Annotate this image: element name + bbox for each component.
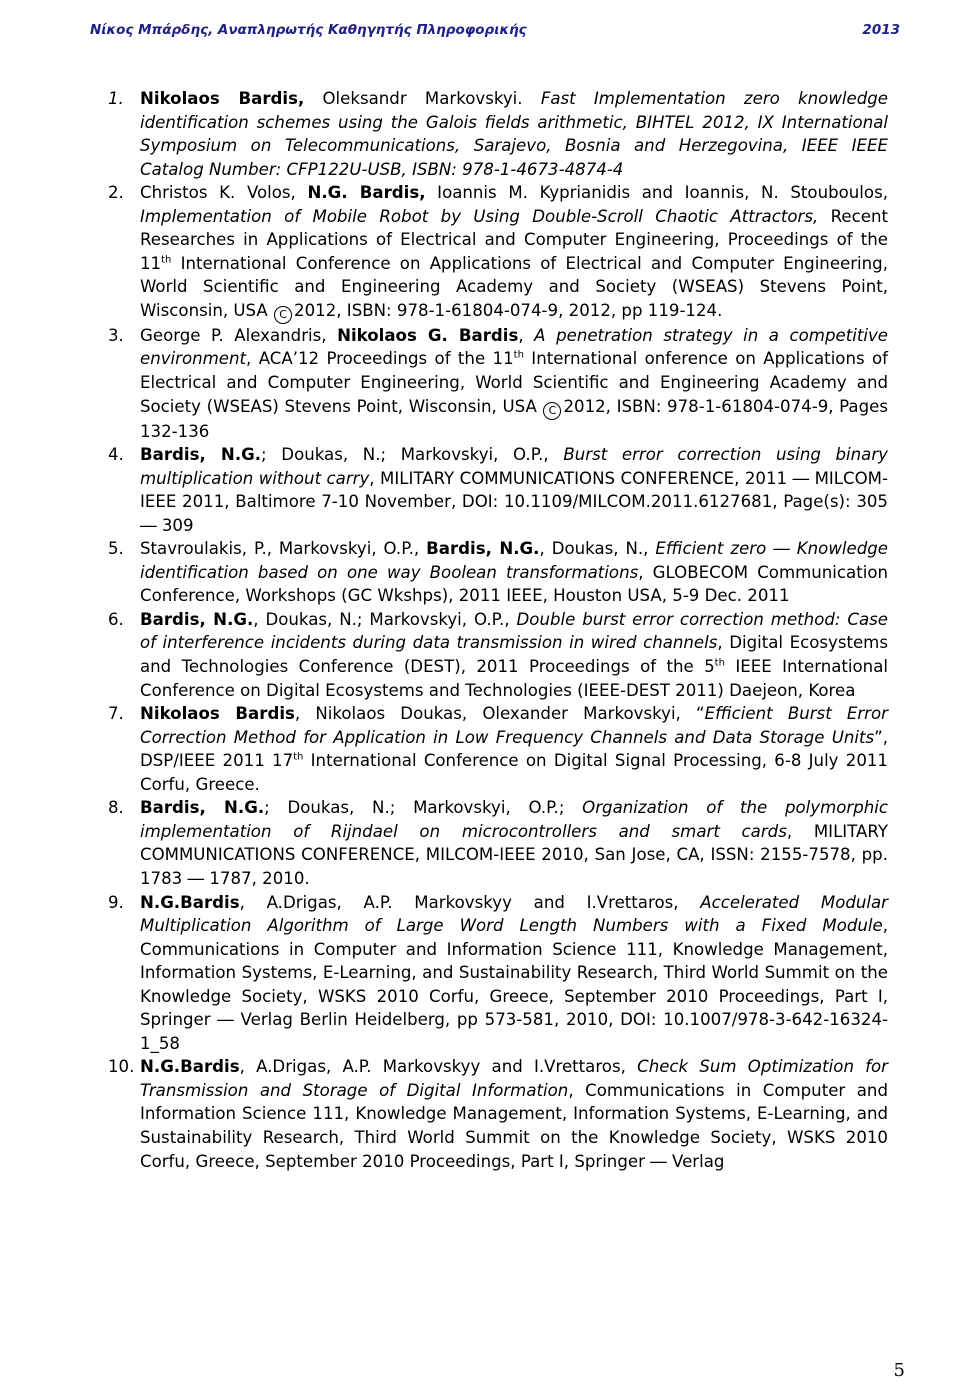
author-highlight: Bardis, N.G. (140, 445, 262, 465)
item-number: 1. (108, 89, 124, 108)
copyright-icon: C (543, 402, 561, 420)
page-number: 5 (893, 1360, 905, 1381)
venue: , Digital Ecosystems and Technologies Conference (DEST), 2011 Proceedings of the 5 (140, 633, 888, 677)
list-item (108, 324, 888, 443)
author-highlight: N.G.Bardis (140, 1057, 240, 1077)
authors: , Nikolaos Doukas, Olexander Markovskyi, “ (294, 704, 705, 724)
item-number: 10. (108, 1057, 135, 1077)
venue: , Communications in Computer and Information Science 111, Knowledge Management, Information Systems, E-Learning, and Sustainability Research, Third World Summit on the Knowledge Society, WSKS 2010 Corfu, Greece, September 2010 Proceedings, Part I, Springer ― Verlag (140, 1080, 888, 1171)
ordinal-suffix: th (513, 349, 524, 361)
authors: ; Doukas, N.; Markovskyi, O.P.; (264, 798, 583, 818)
authors: , A.Drigas, A.P. Markovskyy and I.Vrettaros, (239, 892, 701, 912)
venue: International Conference on Applications of Electrical and Computer Engineering, World Scientific and Engineering Academy and Society (WSEAS) Stevens Point, Wisconsin, USA (140, 253, 888, 320)
item-number: 4. (108, 445, 124, 465)
list-item (108, 537, 888, 608)
author-highlight: Nikolaos Bardis (140, 704, 295, 724)
title: Efficient zero ― Knowledge identification based on one way Boolean transformations (140, 539, 888, 582)
ordinal-suffix: th (714, 657, 725, 669)
authors: Ioannis M. Kyprianidis and Ioannis, N. Stouboulos, (425, 183, 888, 203)
authors: , (518, 325, 535, 345)
copyright-icon: C (274, 306, 292, 324)
title: Efficient Burst Error Correction Method for Application in Low Frequency Channels and Data Storage Units (140, 704, 888, 747)
authors: , Doukas, N.; Markovskyi, O.P., (253, 609, 517, 629)
venue: , MILITARY COMMUNICATIONS CONFERENCE, 2011 ― MILCOM- IEEE 2011, Baltimore 7-10 November, DOI: 10.1109/MILCOM.2011.6127681, Page(s): 305 ― 309 (140, 468, 888, 535)
list-item (108, 891, 888, 1056)
header-author: Νίκος Μπάρδης, Αναπληρωτής Καθηγητής Πληροφορικής (90, 22, 527, 38)
header-year: 2013 (862, 22, 900, 38)
title: Burst error correction using binary multiplication without carry (140, 445, 888, 488)
ordinal-suffix: th (293, 751, 304, 763)
venue: IEEE International Conference on Digital Ecosystems and Technologies (IEEE-DEST 2011) Daejeon, Korea (140, 657, 888, 700)
list-item (108, 181, 888, 324)
item-number: 5. (108, 539, 124, 559)
venue: 2012, ISBN: 978-1-61804-074-9, 2012, pp 119-124. (294, 300, 723, 320)
title: Check Sum Optimization for Transmission and Storage of Digital Information (140, 1057, 888, 1100)
title: Double burst error correction method: Case of interference incidents during data transmission in wired channels (140, 609, 888, 653)
list-item (108, 1055, 888, 1173)
ordinal-suffix: th (161, 254, 172, 266)
title: Fast Implementation zero knowledge identification schemes using the Galois fields arithmetic, BIHTEL 2012, IX International Symposium on Telecommunications, Sarajevo, Bosnia and Herzegovina, IEEE IEEE Catalog Number: CFP122U-USB, ISBN: 978-1-4673-4874-4 (140, 89, 888, 179)
list-item (108, 87, 888, 181)
venue: 2012, ISBN: 978-1-61804-074-9, Pages 132-136 (140, 396, 888, 441)
authors: Oleksandr Markovskyi. (304, 89, 541, 108)
page-header (90, 22, 900, 42)
authors: , Doukas, N., (539, 539, 656, 559)
venue: , MILITARY COMMUNICATIONS CONFERENCE, MILCOM-IEEE 2010, San Jose, CA, ISSN: 2155-7578, pp. 1783 ― 1787, 2010. (140, 821, 889, 888)
title: A penetration strategy in a competitive environment (140, 325, 888, 369)
item-number: 3. (108, 325, 124, 345)
list-item (108, 608, 888, 702)
author-highlight: Bardis, N.G. (140, 609, 254, 629)
publication-list (108, 87, 888, 1173)
authors: , A.Drigas, A.P. Markovskyy and I.Vrettaros, (239, 1057, 638, 1077)
authors: ; Doukas, N.; Markovskyi, O.P., (261, 445, 564, 465)
authors: Stavroulakis, P., Markovskyi, O.P., (140, 539, 427, 559)
authors: Christos K. Volos, (140, 183, 308, 203)
item-number: 6. (108, 609, 124, 629)
venue: , GLOBECOM Communication Conference, Workshops (GC Wkshps), 2011 IEEE, Houston USA, 5-9 Dec. 2011 (140, 562, 888, 606)
title: Implementation of Mobile Robot by Using Double-Scroll Chaotic Attractors, (140, 206, 819, 226)
list-item (108, 443, 888, 537)
venue: International Conference on Digital Signal Processing, 6-8 July 2011 Corfu, Greece. (140, 751, 888, 794)
author-highlight: N.G. Bardis, (307, 183, 426, 203)
item-number: 2. (108, 183, 124, 203)
item-number: 8. (108, 798, 124, 818)
venue: Recent Researches in Applications of Electrical and Computer Engineering, Proceedings of the 11 (140, 206, 888, 273)
title: Organization of the polymorphic implementation of Rijndael on microcontrollers and smart cards (140, 798, 889, 841)
item-number: 7. (108, 704, 124, 724)
author-highlight: Nikolaos Bardis, (140, 89, 305, 108)
item-number: 9. (108, 892, 124, 912)
authors: George P. Alexandris, (140, 325, 338, 345)
author-highlight: Nikolaos G. Bardis (337, 325, 519, 345)
venue: , ACA’12 Proceedings of the 11 (246, 349, 514, 369)
venue: International onference on Applications of Electrical and Computer Engineering, World Scientific and Engineering Academy and Society (WSEAS) Stevens Point, Wisconsin, USA (140, 349, 888, 416)
author-highlight: Bardis, N.G. (426, 539, 540, 559)
list-item (108, 796, 888, 890)
list-item (108, 702, 888, 796)
title: Accelerated Modular Multiplication Algorithm of Large Word Length Numbers with a Fixed Module (140, 892, 888, 936)
venue: ”, DSP/IEEE 2011 17 (140, 727, 888, 771)
venue: , Communications in Computer and Information Science 111, Knowledge Management, Information Systems, E-Learning, and Sustainability Research, Third World Summit on the Knowledge Society, WSKS 2010 Corfu, Greece, September 2010 Proceedings, Part I, Springer ― Verlag Berlin Heidelberg, pp 573-581, 2010, DOI: 10.1007/978-3-642-16324-1_58 (140, 916, 888, 1053)
author-highlight: N.G.Bardis (140, 892, 240, 912)
author-highlight: Bardis, N.G. (140, 798, 265, 818)
